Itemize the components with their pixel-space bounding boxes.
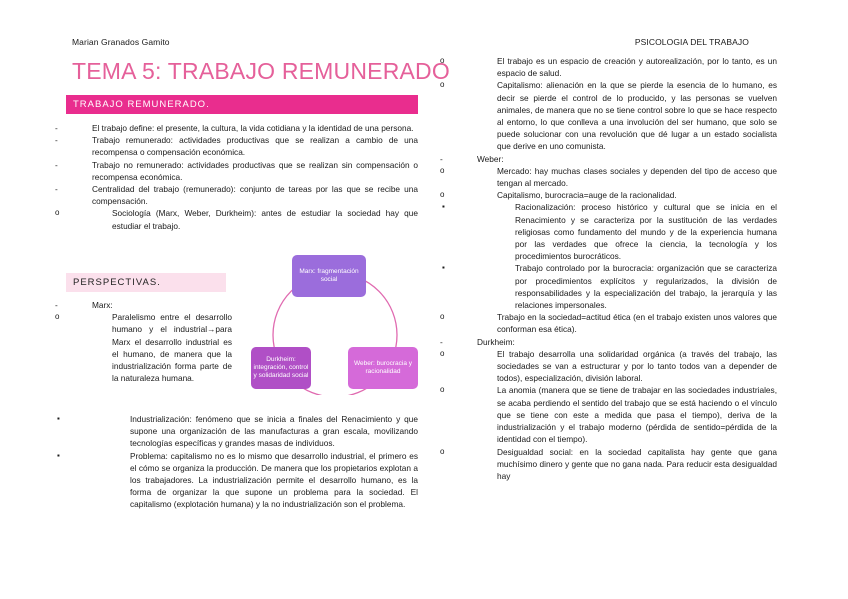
marx-box: Marx: fragmentación social bbox=[292, 255, 366, 297]
list-item: o Desigualdad social: en la sociedad capitalista hay gente que gana muchísimo dinero y gente que no gana nada. Para reducir esta desigualdad hay bbox=[457, 446, 777, 483]
perspectives-diagram bbox=[250, 255, 420, 395]
list-item: - Centralidad del trabajo (remunerado): conjunto de tareas por las que se recibe una compensación. bbox=[72, 183, 418, 207]
list-item: o El trabajo es un espacio de creación y autorealización, por lo tanto, es un espacio de salud. bbox=[457, 55, 777, 79]
list-item: - Marx: bbox=[72, 299, 232, 311]
right-column bbox=[457, 55, 777, 482]
list-item: o Capitalismo: alienación en la que se pierde la esencia de lo humano, es decir se pierde el control de lo producido, y las personas se vuelven animales, de manera que no se tiene control sobre lo que se hace respecto al entorno, lo que conlleva a una involución del ser humano, que solo se puede solucionar con una revolución que dé lugar a un estado socialista que derive en uno comunista. bbox=[457, 79, 777, 152]
list-item: o Capitalismo, burocracia=auge de la racionalidad. bbox=[457, 189, 777, 201]
durkheim-box: Durkheim: integración, control y solidaridad social bbox=[251, 347, 311, 389]
list-item: o Trabajo en la sociedad=actitud ética (en el trabajo existen unos valores que conforman esa ética). bbox=[457, 311, 777, 335]
list-item: - Trabajo remunerado: actividades productivas que se realizan a cambio de una recompensa o compensación económica. bbox=[72, 134, 418, 158]
list-item: o La anomia (manera que se tiene de trabajar en las sociedades industriales, se acaba perdiendo el sentido del trabajo que se está haciendo o el vínculo que se tiene con este a medida que pasa el tiempo), deriva de la industrialización y el trabajo moderno (pérdida de sentido=pérdida de la identidad con el tiempo). bbox=[457, 384, 777, 445]
list-item: - Weber: bbox=[457, 153, 777, 165]
list-item: o El trabajo desarrolla una solidaridad orgánica (a través del trabajo, las sociedades se van a estructurar y por lo tanto todos van a depender de todos), especialización, división laboral. bbox=[457, 348, 777, 385]
weber-box: Weber: burocracia y racionalidad bbox=[348, 347, 418, 389]
page-title: TEMA 5: TRABAJO REMUNERADO bbox=[72, 58, 450, 84]
list-item: ▪ Trabajo controlado por la burocracia: organización que se caracteriza por procedimientos explícitos y regularizados, la división de responsabilidades y la especialización del trabajo, la jerarquía y las relaciones impersonales. bbox=[457, 262, 777, 311]
list-item: o Sociología (Marx, Weber, Durkheim): antes de estudiar la sociedad hay que estudiar el trabajo. bbox=[72, 207, 418, 231]
marx-section bbox=[72, 299, 232, 384]
list-item: ▪ Industrialización: fenómeno que se inicia a finales del Renacimiento y que supone una organización de las manufacturas a gran escala, movilizando tecnologías específicas y grandes masas de individuos. bbox=[72, 413, 418, 450]
list-item: o Paralelismo entre el desarrollo humano y el industrial→para Marx el desarrollo industrial es el humano, de manera que la industrialización forma parte de la naturaleza humana. bbox=[72, 311, 232, 384]
list-item: o Mercado: hay muchas clases sociales y dependen del tipo de acceso que tengan al mercado. bbox=[457, 165, 777, 189]
list-item: ▪ Problema: capitalismo no es lo mismo que desarrollo industrial, el primero es el cómo se organiza la producción. De manera que los propietarios explotan a los trabajadores. La industrialización permite el desarrollo humano, es la forma de organizar la que supone un problema para la sociedad. El capitalismo (explotación humana) y la no industrialización son el problema. bbox=[72, 450, 418, 511]
list-item: - Durkheim: bbox=[457, 336, 777, 348]
section-heading-perspectivas: PERSPECTIVAS. bbox=[66, 273, 226, 292]
list-item: - El trabajo define: el presente, la cultura, la vida cotidiana y la identidad de una persona. bbox=[72, 122, 418, 134]
section1-body bbox=[72, 122, 418, 232]
list-item: ▪ Racionalización: proceso histórico y cultural que se inicia en el Renacimiento y se caracteriza por la sustitución de las verdades religiosas como fundamento del mundo y de la experiencia humana por las verdades que ofrece la ciencia, la tecnología y los procedimientos burocráticos. bbox=[457, 201, 777, 262]
section-heading-trabajo: TRABAJO REMUNERADO. bbox=[66, 95, 418, 114]
list-item: - Trabajo no remunerado: actividades productivas que se realizan sin compensación o recompensa económica. bbox=[72, 159, 418, 183]
subject-name: PSICOLOGIA DEL TRABAJO bbox=[634, 37, 749, 47]
marx-sub-section bbox=[72, 413, 418, 511]
author-name: Marian Granados Gamito bbox=[72, 37, 170, 47]
